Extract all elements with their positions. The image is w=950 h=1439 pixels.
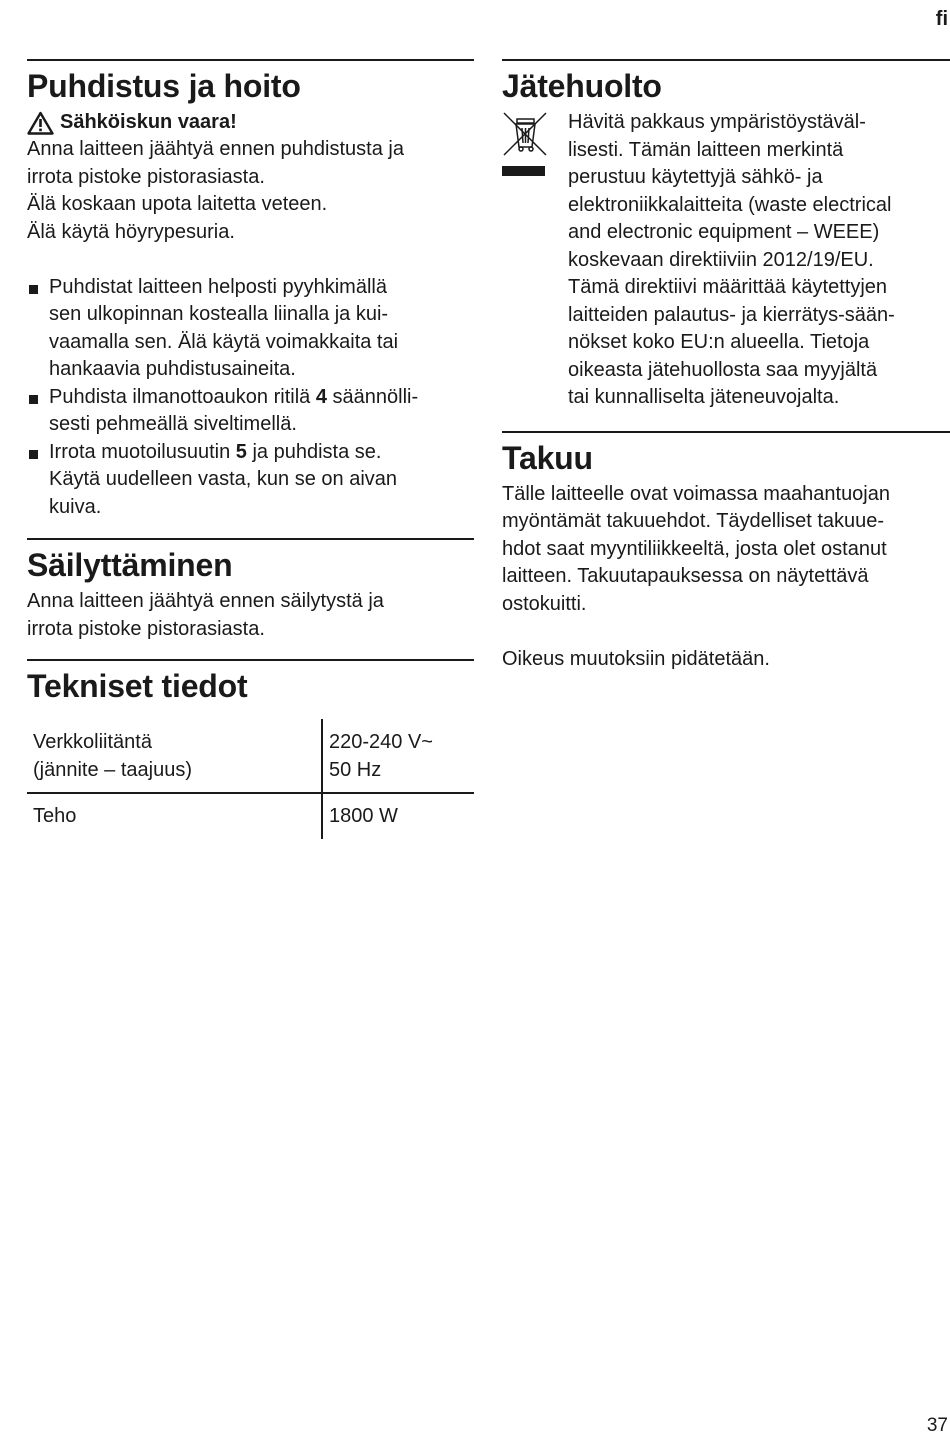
list-item <box>27 384 474 439</box>
warranty-section <box>502 431 950 674</box>
list-item-line: Irrota muotoilusuutin 5 ja puhdista se. <box>49 440 382 463</box>
bullet-square-icon <box>29 285 38 294</box>
part-number: 5 <box>235 440 247 463</box>
cleaning-instructions <box>27 274 474 522</box>
list-item-line: sen ulkopinnan kostealla liinalla ja kui- <box>49 303 389 325</box>
disposal-line: oikeasta jätehuollosta saa myyjältä <box>568 358 878 381</box>
cleaning-section <box>27 59 474 521</box>
table-row <box>27 793 474 839</box>
part-number: 4 <box>315 385 327 408</box>
storage-line: irrota pistoke pistorasiasta. <box>27 617 265 640</box>
disposal-line: lisesti. Tämän laitteen merkintä <box>568 138 844 161</box>
disposal-section <box>502 59 950 412</box>
disposal-line: koskevaan direktiiviin 2012/19/EU. <box>568 248 874 271</box>
specs-table <box>27 719 474 839</box>
warranty-line: myöntämät takuuehdot. Täydelliset takuue- <box>502 510 885 532</box>
list-item <box>27 274 474 384</box>
disposal-line: elektroniikkalaitteita (waste electrical <box>568 193 892 216</box>
disposal-line: perustuu käytettyjä sähkö- ja <box>568 166 823 188</box>
changes-reserved-note: Oikeus muutoksiin pidätetään. <box>502 647 770 670</box>
warning-heading <box>27 109 474 136</box>
right-column <box>502 59 950 673</box>
warning-line: irrota pistoke pistorasiasta. <box>27 165 265 188</box>
spec-key: Teho <box>27 793 322 839</box>
bullet-square-icon <box>29 395 38 404</box>
list-item-line: vaamalla sen. Älä käytä voimakkaita tai <box>49 330 399 353</box>
warning-triangle-icon <box>27 111 54 135</box>
warning-line: Älä koskaan upota laitetta veteen. <box>27 193 328 215</box>
list-item-line: Käytä uudelleen vasta, kun se on aivan <box>49 468 398 490</box>
disposal-line: laitteiden palautus- ja kierrätys-sään- <box>568 303 895 326</box>
warranty-title: Takuu <box>502 439 593 476</box>
disposal-line: and electronic equipment – WEEE) <box>568 221 880 243</box>
spec-value: 1800 W <box>322 793 474 839</box>
disposal-line: Hävitä pakkaus ympäristöystäväl- <box>568 111 866 133</box>
warranty-line: Tälle laitteelle ovat voimassa maahantuojan <box>502 482 890 505</box>
specs-section <box>27 659 474 839</box>
disposal-text <box>568 109 950 412</box>
list-item-line: hankaavia puhdistusaineita. <box>49 358 296 380</box>
list-item-line: Puhdistat laitteen helposti pyyhkimällä <box>49 275 387 298</box>
spec-key: Verkkoliitäntä (jännite – taajuus) <box>27 719 322 793</box>
storage-section <box>27 538 474 643</box>
left-column <box>27 59 474 839</box>
warranty-line: hdot saat myyntiliikkeeltä, josta olet ostanut <box>502 537 887 560</box>
warranty-line: laitteen. Takuutapauksessa on näytettävä <box>502 565 869 587</box>
warning-line: Anna laitteen jäähtyä ennen puhdistusta ja <box>27 138 404 160</box>
language-code: fi <box>935 8 948 30</box>
storage-line: Anna laitteen jäähtyä ennen säilytystä ja <box>27 590 384 612</box>
storage-title: Säilyttäminen <box>27 547 233 583</box>
disposal-line: tai kunnalliselta jäteneuvojalta. <box>568 386 840 408</box>
disposal-title: Jätehuolto <box>502 68 662 104</box>
spec-value: 220-240 V~ 50 Hz <box>329 731 433 781</box>
crossed-out-wheelie-bin-icon <box>502 109 568 412</box>
bullet-square-icon <box>29 450 38 459</box>
warranty-line: ostokuitti. <box>502 592 587 615</box>
disposal-line: nökset koko EU:n alueella. Tietoja <box>568 331 870 353</box>
disposal-line: Tämä direktiivi määrittää käytettyjen <box>568 276 888 298</box>
list-item-line: sesti pehmeällä siveltimellä. <box>49 413 297 435</box>
list-item <box>27 439 474 522</box>
warning-line: Älä käytä höyrypesuria. <box>27 220 235 243</box>
list-item-line: Puhdista ilmanottoaukon ritilä 4 säännölli- <box>49 385 419 408</box>
specs-title: Tekniset tiedot <box>27 668 248 704</box>
table-row <box>27 719 474 793</box>
warning-label: Sähköiskun vaara! <box>60 111 237 133</box>
list-item-line: kuiva. <box>49 495 102 518</box>
page-number: 37 <box>926 1415 948 1436</box>
cleaning-title: Puhdistus ja hoito <box>27 68 301 104</box>
